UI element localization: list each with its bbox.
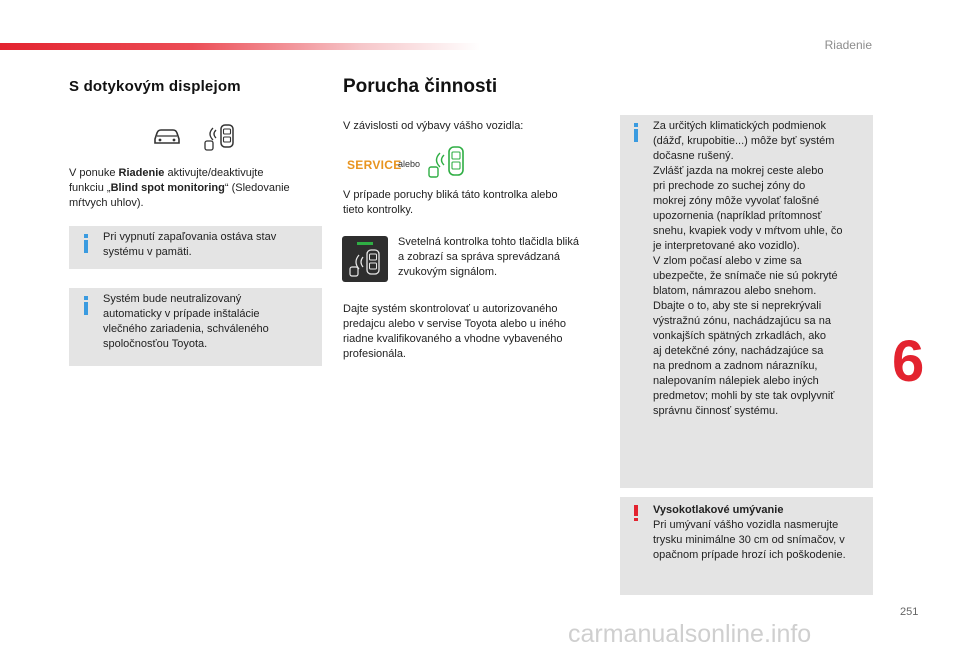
chapter-number: 6: [892, 329, 925, 394]
note-line: spoločnosťou Toyota.: [103, 338, 208, 350]
section-title: Riadenie: [824, 38, 872, 52]
page-number: 251: [900, 606, 919, 618]
note-line: blatom, námrazou alebo snehom.: [653, 285, 817, 297]
text-span: aktivujte/deaktivujte: [164, 167, 264, 179]
equipment-intro: V závislosti od výbavy vášho vozidla:: [343, 120, 524, 132]
note-line: vonkajších spätných zrkadlách, ako: [653, 330, 827, 342]
text-span: funkciu „: [69, 182, 111, 194]
note-line: na prednom a zadnom nárazníku,: [653, 360, 818, 372]
text-span: “ (Sledovanie: [224, 182, 290, 194]
blind-spot-car-icon: [203, 122, 237, 152]
info-icon: [84, 234, 88, 253]
note-line: upozornenia (napríklad prítomnosť: [653, 210, 822, 222]
car-outline-icon: [152, 125, 182, 147]
note-line: Za určitých klimatických podmienok: [653, 120, 827, 132]
header-accent-bar: [0, 43, 480, 50]
note-line: pri prechode zo suchej zóny do: [653, 180, 806, 192]
text-span: mŕtvych uhlov).: [69, 197, 144, 209]
malfunction-text: [343, 188, 593, 218]
service-warning-label: SERVICE: [347, 158, 402, 172]
or-label: alebo: [398, 159, 421, 169]
note-line: trysku minimálne 30 cm od snímačov, v: [653, 534, 845, 546]
note-line: Pri vypnutí zapaľovania ostáva stav: [103, 231, 277, 243]
menu-name: Riadenie: [118, 167, 165, 179]
note-line: predmetov; mohli by ste tak ovplyvniť: [653, 390, 835, 402]
note-line: (dážď, krupobitie...) môže byť systém: [653, 135, 835, 147]
note-line: V zlom počasí alebo v zime sa: [653, 255, 802, 267]
info-icon: [84, 296, 88, 315]
info-note-weather: [620, 115, 873, 488]
text-line: zvukovým signálom.: [398, 266, 498, 278]
note-line: vlečného zariadenia, schváleného: [103, 323, 269, 335]
warning-icon: [634, 505, 638, 521]
note-line: mokrej zóny môže vyvolať falošné: [653, 195, 820, 207]
note-line: je interpretované ako vozidlo).: [653, 240, 800, 252]
text-line: Svetelná kontrolka tohto tlačidla bliká: [398, 236, 579, 248]
note-line: výstražnú zónu, nachádzajúcu sa na: [653, 315, 831, 327]
warning-note-high-pressure: [620, 497, 873, 595]
note-line: Systém bude neutralizovaný: [103, 293, 242, 305]
note-line: dočasne rušený.: [653, 150, 734, 162]
note-line: aj detekčné zóny, nachádzajúce sa: [653, 345, 824, 357]
text-line: profesionála.: [343, 348, 406, 360]
note-line: Zvlášť jazda na mokrej ceste alebo: [653, 165, 824, 177]
info-icon: [634, 123, 638, 142]
text-line: Dajte systém skontrolovať u autorizovaného: [343, 303, 558, 315]
heading-touchscreen: S dotykovým displejom: [69, 78, 241, 95]
watermark: carmanualsonline.info: [568, 620, 812, 648]
dealer-check-text: [343, 302, 598, 362]
note-line: opačnom prípade hrozí ich poškodenie.: [653, 549, 846, 561]
text-line: riadne kvalifikovaného a vhodne vybaveného: [343, 333, 563, 345]
blind-spot-indicator-icon: [426, 145, 466, 179]
note-line: systému v pamäti.: [103, 246, 192, 258]
note-line: Dbajte o to, aby ste si neprekrývali: [653, 300, 822, 312]
info-note-towing: [69, 288, 322, 366]
note-line: snehu, kvapiek vody v mŕtvom uhle, čo: [653, 225, 843, 237]
function-name: Blind spot monitoring: [110, 182, 225, 194]
warning-title: Vysokotlakové umývanie: [653, 504, 784, 516]
info-note-memory: [69, 226, 322, 269]
text-span: V ponuke: [69, 167, 119, 179]
touchscreen-instructions: [69, 166, 319, 211]
note-line: Pri umývaní vášho vozidla nasmerujte: [653, 519, 839, 531]
text-line: V prípade poruchy bliká táto kontrolka alebo: [343, 189, 558, 201]
blind-spot-button-icon: [342, 236, 388, 282]
text-line: tieto kontrolky.: [343, 204, 414, 216]
button-light-text: [398, 235, 603, 280]
heading-malfunction: Porucha činnosti: [343, 76, 498, 97]
text-line: predajcu alebo v servise Toyota alebo u iného: [343, 318, 567, 330]
note-line: ubezpečte, že snímače nie sú pokryté: [653, 270, 838, 282]
text-line: a zobrazí sa správa sprevádzaná: [398, 251, 561, 263]
note-line: správnu činnosť systému.: [653, 405, 779, 417]
note-line: nalepovaním nálepiek alebo iných: [653, 375, 819, 387]
note-line: automaticky v prípade inštalácie: [103, 308, 260, 320]
